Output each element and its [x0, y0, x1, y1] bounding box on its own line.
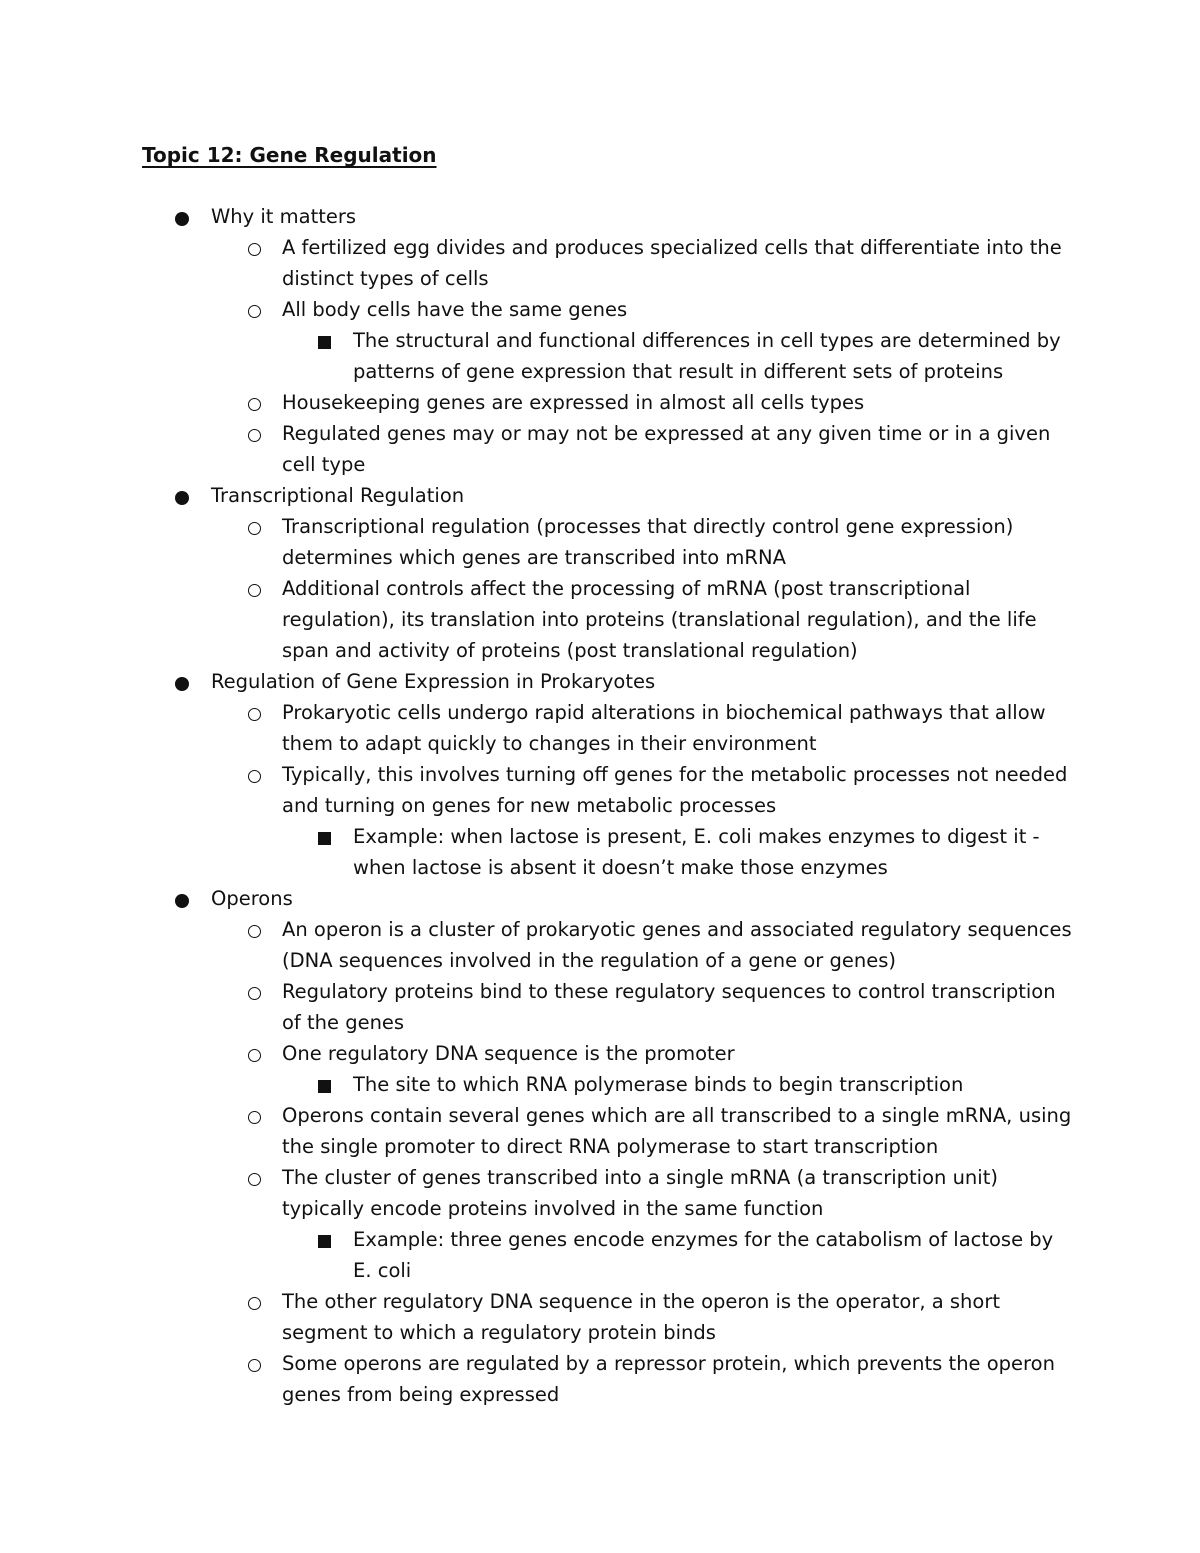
outline-item-level-1: [0, 480, 1071, 511]
hollow-circle-bullet-icon: [248, 987, 261, 1000]
filled-circle-bullet-icon: [175, 677, 189, 691]
hollow-circle-bullet-icon: [248, 429, 261, 442]
outline-item-text: Transcriptional regulation (processes that directly control gene expression) determines which genes are transcribed into mRNA: [282, 515, 1014, 569]
outline-item-level-2: [0, 387, 1072, 418]
hollow-circle-bullet-icon: [248, 584, 261, 597]
filled-square-bullet-icon: [318, 832, 331, 845]
hollow-circle-bullet-icon: [248, 1111, 261, 1124]
outline-item-text: Typically, this involves turning off genes for the metabolic processes not needed and turning on genes for new metabolic processes: [282, 763, 1068, 817]
outline-item-text: Example: three genes encode enzymes for the catabolism of lactose by E. coli: [353, 1228, 1054, 1282]
outline-item-level-2: [0, 418, 1072, 480]
outline-item-text: Regulatory proteins bind to these regulatory sequences to control transcription of the genes: [282, 980, 1056, 1034]
hollow-circle-bullet-icon: [248, 770, 261, 783]
filled-square-bullet-icon: [318, 1235, 331, 1248]
outline-item-level-2: [0, 1348, 1072, 1410]
outline-item-level-2: [0, 976, 1072, 1038]
outline-item-level-1: [0, 666, 1071, 697]
hollow-circle-bullet-icon: [248, 243, 261, 256]
outline-item-text: Example: when lactose is present, E. coli makes enzymes to digest it - when lactose is absent it doesn’t make those enzymes: [353, 825, 1040, 879]
hollow-circle-bullet-icon: [248, 1173, 261, 1186]
outline-item-text: The structural and functional differences in cell types are determined by patterns of gene expression that result in different sets of proteins: [353, 329, 1061, 383]
outline-item-level-2: [0, 232, 1072, 294]
filled-square-bullet-icon: [318, 1080, 331, 1093]
outline-item-level-2: [0, 294, 1072, 325]
hollow-circle-bullet-icon: [248, 398, 261, 411]
outline-item-text: Regulated genes may or may not be expressed at any given time or in a given cell type: [282, 422, 1051, 476]
outline-item-text: One regulatory DNA sequence is the promoter: [282, 1042, 735, 1065]
outline-item-text: Operons contain several genes which are all transcribed to a single mRNA, using the single promoter to direct RNA polymerase to start transcription: [282, 1104, 1072, 1158]
outline-item-level-2: [0, 1162, 1072, 1224]
hollow-circle-bullet-icon: [248, 1359, 261, 1372]
document-title: Topic 12: Gene Regulation: [142, 143, 437, 167]
outline-item-text: Prokaryotic cells undergo rapid alterations in biochemical pathways that allow them to adapt quickly to changes in their environment: [282, 701, 1046, 755]
outline-item-text: A fertilized egg divides and produces specialized cells that differentiate into the distinct types of cells: [282, 236, 1062, 290]
outline-item-text: Regulation of Gene Expression in Prokaryotes: [211, 670, 656, 693]
filled-circle-bullet-icon: [175, 491, 189, 505]
outline-item-text: Operons: [211, 887, 293, 910]
outline-item-level-2: [0, 1100, 1072, 1162]
outline-item-text: Why it matters: [211, 205, 357, 228]
outline-item-level-1: [0, 201, 1071, 232]
outline-item-text: Housekeeping genes are expressed in almost all cells types: [282, 391, 865, 414]
outline-item-text: An operon is a cluster of prokaryotic genes and associated regulatory sequences (DNA sequences involved in the regulation of a gene or genes): [282, 918, 1072, 972]
outline-item-level-2: [0, 697, 1072, 759]
outline-item-level-3: [0, 821, 1073, 883]
hollow-circle-bullet-icon: [248, 522, 261, 535]
outline-item-text: The other regulatory DNA sequence in the operon is the operator, a short segment to which a regulatory protein binds: [282, 1290, 1000, 1344]
hollow-circle-bullet-icon: [248, 1049, 261, 1062]
outline-item-level-3: [0, 1224, 1073, 1286]
filled-square-bullet-icon: [318, 336, 331, 349]
outline-item-level-3: [0, 1069, 1073, 1100]
outline-item-text: All body cells have the same genes: [282, 298, 628, 321]
outline-item-level-3: [0, 325, 1073, 387]
hollow-circle-bullet-icon: [248, 708, 261, 721]
hollow-circle-bullet-icon: [248, 925, 261, 938]
outline-item-level-1: [0, 883, 1071, 914]
hollow-circle-bullet-icon: [248, 305, 261, 318]
outline-item-text: Transcriptional Regulation: [211, 484, 465, 507]
outline-item-text: Some operons are regulated by a repressor protein, which prevents the operon genes from being expressed: [282, 1352, 1055, 1406]
outline-item-level-2: [0, 573, 1072, 666]
outline-item-level-2: [0, 914, 1072, 976]
outline-item-text: The cluster of genes transcribed into a single mRNA (a transcription unit) typically encode proteins involved in the same function: [282, 1166, 998, 1220]
outline-item-level-2: [0, 759, 1072, 821]
hollow-circle-bullet-icon: [248, 1297, 261, 1310]
outline-item-text: Additional controls affect the processing of mRNA (post transcriptional regulation), its translation into proteins (translational regulation), and the life span and activity of proteins (post translational regulation): [282, 577, 1037, 662]
bullet-outline: [0, 201, 1200, 1410]
outline-item-text: The site to which RNA polymerase binds to begin transcription: [353, 1073, 964, 1096]
outline-item-level-2: [0, 1038, 1072, 1069]
outline-item-level-2: [0, 1286, 1072, 1348]
filled-circle-bullet-icon: [175, 894, 189, 908]
outline-item-level-2: [0, 511, 1072, 573]
filled-circle-bullet-icon: [175, 212, 189, 226]
